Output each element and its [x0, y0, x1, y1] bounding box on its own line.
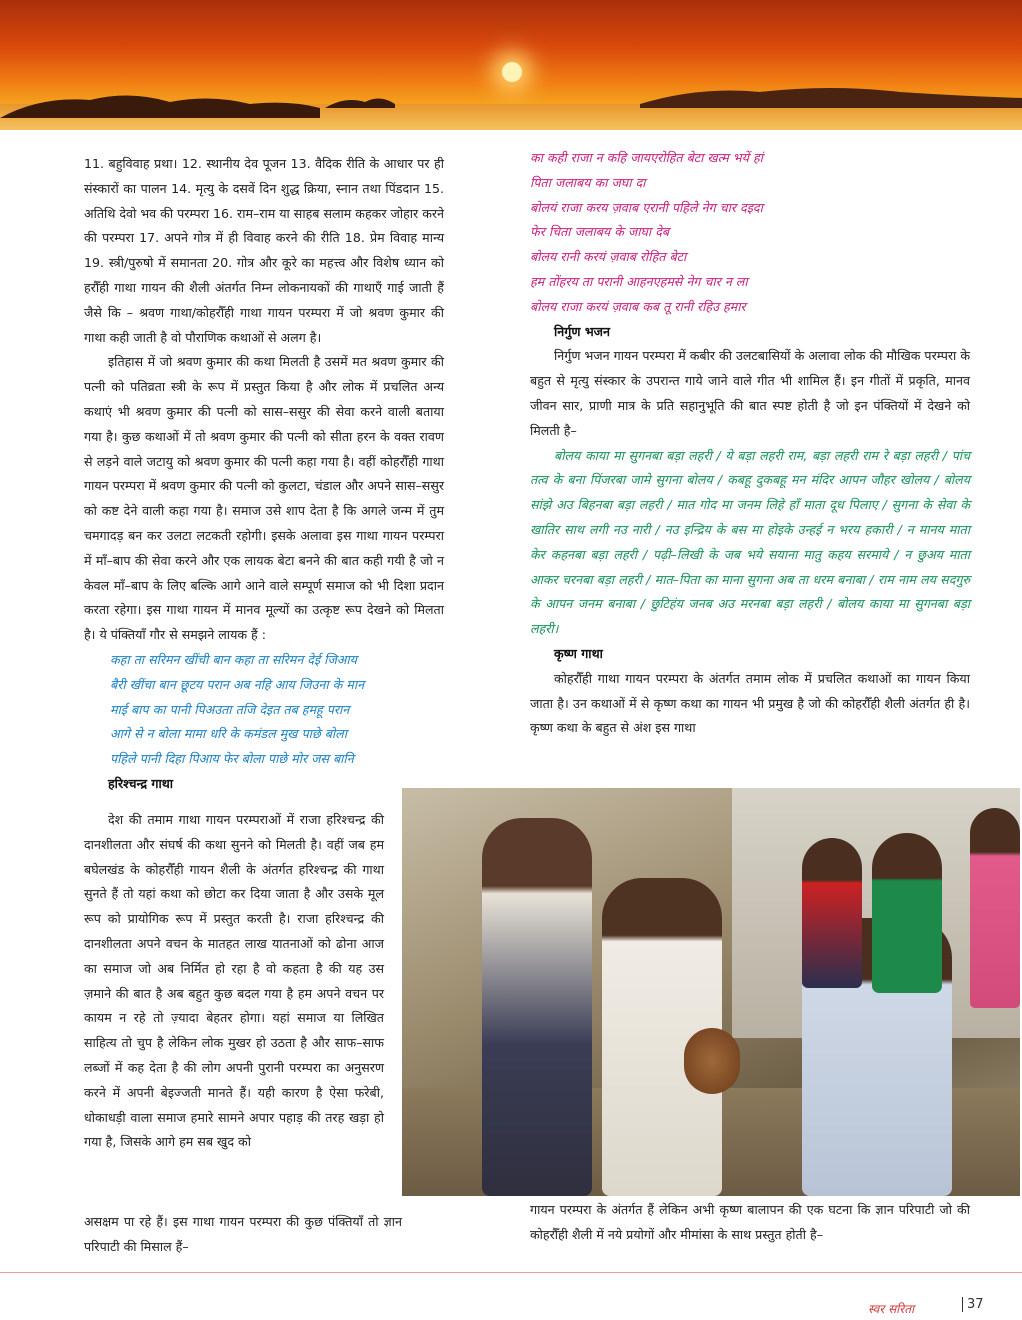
left-column-narrow [84, 808, 384, 1155]
shravan-paragraph: इतिहास में जो श्रवण कुमार की कथा मिलती है उसमें मत श्रवण कुमार की पत्नी को पतिव्रता स्त्री के रूप में प्रस्तुत किया है और लोक में प्रचलित अन्य कथाएं भी श्रवण कुमार की पत्नी को सास–ससुर की सेवा करने वाली बताया गया है। कुछ कथाओं में तो श्रवण कुमार की पत्नी को सीता हरन के वक्त रावण से लड़ने वाले जटायु को श्रवण कुमार की पत्नी कहा गया है। वहीं कोहरौँही गाथा गायन परम्परा में श्रवण कुमार की पत्नी को कुलटा, चंडाल और अपने सास–ससुर को कष्ट देने वाली कहा गया है। समाज उसे शाप देता है कि अगले जन्म में तुम चमगादड़ बन कर उलटा लटकती रहोगी। इसके अलावा इस गाथा गायन परम्परा में माँ–बाप की सेवा करने और एक लायक बेटा बनने की बात कही गयी है जो न केवल माँ–बाप के लिए बल्कि आगे आने वाले सम्पूर्ण समाज को भी दिशा प्रदान करता रहेगा। इस गाथा गायन में मानव मूल्यों का उत्कृष्ट रूप देखने को मिलता है। ये पंक्तियाँ गौर से समझने लायक हैं : [84, 354, 444, 643]
nirgun-heading: निर्गुण भजन [554, 323, 611, 339]
pink-verse-line: बोलय राजा करयं ज़वाब कब तू रानी रहिउ हमार [530, 298, 746, 314]
pink-verse-line: बोलय रानी करयं ज़वाब रोहित बेटा [530, 249, 687, 265]
photo-child [872, 833, 942, 993]
harishchandra-heading: हरिश्चन्द्र गाथा [108, 775, 174, 791]
pink-verse-line: का कही राजा न कहि जायएरोहित बेटा खत्म भयें हां [530, 150, 763, 165]
intro-paragraph: 11. बहुविवाह प्रथा। 12. स्थानीय देव पूजन 13. वैदिक रीति के आधार पर ही संस्कारों का पालन 14. मृत्यु के दसवें दिन शुद्ध क्रिया, स्नान तथा पिंडदान 15. अतिथि देवो भव की परम्परा 16. राम–राम या साहब सलाम कहकर जोहार करने की परम्परा 17. अपने गोत्र में ही विवाह करने की रीति 18. प्रेम विवाह मान्य 19. स्त्री/पुरुषो में समानता 20. गोत्र और कूरे का महत्त्व और विशेष ध्यान को हरौँही गाथा गायन की शैली अंतर्गत निम्न लोकनायकों की गाथाएँ गाई जाती हैं जैसे कि – श्रवण गाथा/कोहरौँही गाथा गायन परम्परा में जो श्रवण कुमार की गाथा कही जाती है वो पौराणिक कथाओं से अलग है। [84, 156, 445, 345]
verse-line: कहा ता सरिमन खींची बान कहा ता सरिमन देई जिआय [110, 651, 357, 667]
pink-verse-line: पिता जलाबय का जघा दा [530, 174, 646, 190]
island-silhouettes [0, 0, 1022, 130]
photo-child [970, 808, 1020, 1008]
left-column-bottom [84, 1210, 402, 1260]
sunset-banner-image [0, 0, 1022, 130]
verse-line: माई बाप का पानी पिअउता तजि देइत तब हमहू परान [110, 701, 350, 717]
pink-verse-line: बोलयं राजा करय ज़वाब एरानी पहिले नेग चार दइदा [530, 199, 763, 215]
photo-child [802, 838, 862, 988]
closing-paragraph: असक्षम पा रहे हैं। इस गाथा गायन परम्परा की कुछ पंक्तियाँ तो ज्ञान परिपाटी की मिसाल हैं– [84, 1214, 402, 1254]
footer-divider [0, 1272, 1022, 1273]
green-verse: बोलय काया मा सुगनबा बड़ा लहरी / ये बड़ा लहरी राम, बड़ा लहरी राम रे बड़ा लहरी / पांच तत्व के बना पिंजरबा जामे सुगना बोलय / कबहू दुकबहू मन मंदिर आपन जौहर खोलय / बोलय सांझे अउ बिहनबा बड़ा लहरी / मात गोद मा जनम लिहे हाँ माता दूध पिलाए / सुगना के सेवा के खातिर साथ लगी नउ नारी / नउ इन्द्रिय के बस मा होइके उन्हई न भरय हकारी / न मानय माता केर कहनबा बड़ा लहरी / पढ़ी–लिखी के जब भये सयाना मातु कहय सरमाये / न छुअय माता आकर चरनबा बड़ा लहरी / मात–पिता का माना सुगना अब ता धरम बनाबा / राम नाम लय सदगुरु के आपन जनम बनाबा / छुटिहंय जनब अउ मरनबा बड़ा लहरी / बोलय काया मा सुगनबा बड़ा लहरी। [530, 447, 970, 637]
magazine-brand: स्वर सरिता [868, 1302, 915, 1316]
pink-verse-line: फेर चिता जलाबय के जाघा देब [530, 224, 670, 240]
verse-line: आगे से न बोला मामा धरि के कमंडल मुख पाछे बोला [110, 726, 347, 742]
pink-verse-line: हम तोंहरय ता परानी आहनएहमसे नेग चार न ला [530, 273, 748, 289]
after-photo-paragraph: गायन परम्परा के अंतर्गत हैं लेकिन अभी कृष्ण बालापन की एक घटना कि ज्ञान परिपाटी जो की कोहरौँही शैली में नये प्रयोगों और मीमांसा के साथ प्रस्तुत होती है– [530, 1202, 970, 1242]
page-number: 37 [962, 1297, 984, 1312]
krishna-paragraph: कोहरौँही गाथा गायन परम्परा के अंतर्गत तमाम लोक में प्रचलित कथाओं का गायन किया जाता है। उन कथाओं में से कृष्ण कथा का गायन भी प्रमुख है जो की कोहरौँही शैली अंतर्गत ही है। कृष्ण कथा के बहुत से अंश इस गाथा [530, 670, 970, 736]
krishna-heading: कृष्ण गाथा [554, 645, 603, 661]
harishchandra-paragraph: देश की तमाम गाथा गायन परम्पराओं में राजा हरिश्चन्द्र की दानशीलता और संघर्ष की कथा सुनने को मिलती है। वहीं जब हम बघेलखंड के कोहरौँही गायन शैली के अंतर्गत हरिश्चन्द्र की गाथा सुनते हैं तो यहां कथा को छोटा कर दिया जाता है और उसके मूल रूप को प्रायोगिक रूप में प्रस्तुत करती है। राजा हरिश्चन्द्र की दानशीलता अपने वचन के मातहत लाख यातनाओं को ढोना आज का समाज जो अब निर्मित हो रहा है वो कहता है की यह उस ज़माने की बात है अब बहुत कुछ बदल गया है हम अपने वचन पर कायम न रहे तो ज़्यादा बेहतर होगा। यहां समाज या लिखित साहित्य तो चुप है लेकिन लोक मुखर हो उठता है और साफ–साफ लब्जों में कह देता है की लोग अपनी पुरानी परम्परा का अनुसरण करने में अपनी बेइज्जती मानते हैं। यही कारण है ऐसा फरेबी, धोकाधड़ी वाला समाज हमारे सामने अपार पहाड़ की तरह खड़ा हो गया है, जिसके आगे हम सब खुद को [84, 812, 384, 1150]
nirgun-paragraph: निर्गुण भजन गायन परम्परा में कबीर की उलटबासियों के अलावा लोक की मौखिक परम्परा के बहुत से मृत्यु संस्कार के उपरान्त गाये जाने वाले गीत भी शामिल हैं। इन गीतों में प्रकृति, मानव जीवन सार, प्राणी मात्र के प्रति सहानुभूति की बात स्पष्ट होती है जो इन पंक्तियों में देखने को मिलती है– [530, 348, 970, 438]
verse-line: पहिले पानी दिहा पिआय फेर बोला पाछे मोर जस बानि [110, 751, 354, 767]
right-column [530, 146, 970, 741]
photo-child [482, 818, 592, 1196]
photo-drum [684, 1028, 740, 1094]
right-column-bottom [530, 1198, 970, 1248]
left-column-top [84, 152, 444, 797]
children-photo [402, 788, 1020, 1196]
verse-line: बैरी खींचा बान छूटय परान अब नहि आय जिउना के मान [110, 676, 365, 692]
